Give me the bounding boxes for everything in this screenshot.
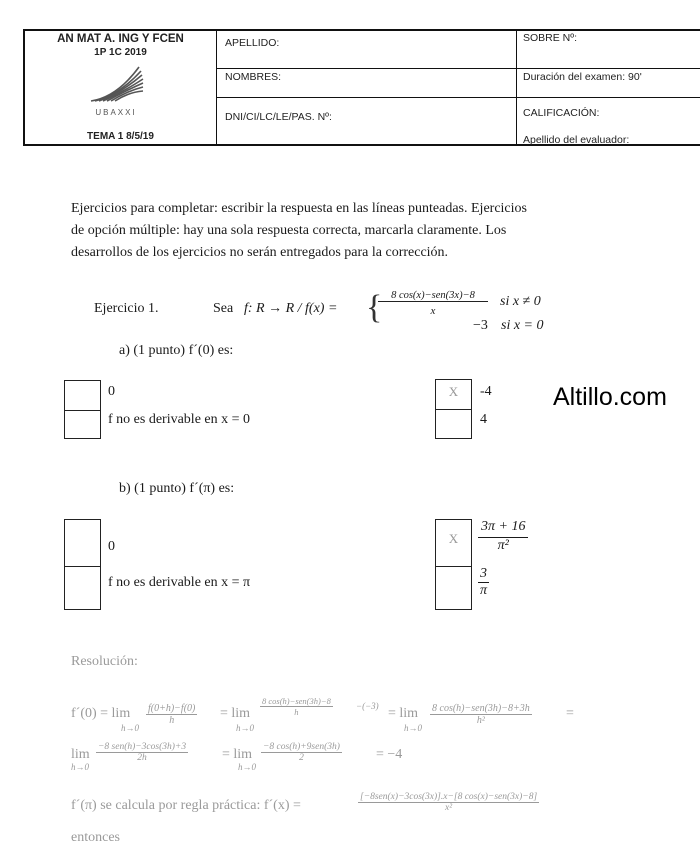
option-b-3-num: 3 xyxy=(480,566,487,581)
instructions-line: de opción múltiple: hay una sola respuesta correcta, marcarla claramente. Los xyxy=(71,223,507,238)
res-l1-frac3-num: 8 cos(h)−sen(3h)−8+3h xyxy=(432,703,530,714)
res-l2-sub: h→0 xyxy=(71,762,89,772)
part-b-question: b) (1 punto) f´(π) es: xyxy=(119,481,235,496)
res-l1-eq3: = lim xyxy=(388,706,419,721)
option-b-2 xyxy=(478,519,528,554)
res-l1-end: = xyxy=(566,706,574,721)
option-a-2: -4 xyxy=(480,384,492,399)
evaluador-field[interactable]: Apellido del evaluador: xyxy=(523,134,630,146)
res-l2-frac1-num: −8 sen(h)−3cos(3h)+3 xyxy=(98,742,187,752)
header-table xyxy=(23,29,700,146)
res-l1-frac3 xyxy=(430,703,532,726)
res-l3-frac-num: [−8sen(x)−3cos(3x)].x−[8 cos(x)−sen(3x)−8] xyxy=(360,792,538,802)
option-b-2-den: π² xyxy=(497,538,509,553)
function-definition: f: R → R / f(x) = xyxy=(244,301,338,316)
exercise-sea: Sea xyxy=(213,301,234,316)
res-l1-frac1 xyxy=(146,703,197,726)
res-l1-eq2: = lim xyxy=(220,706,251,721)
sobre-field[interactable]: SOBRE Nº: xyxy=(523,32,578,44)
res-l1-lhs: f´(0) = lim xyxy=(71,706,131,721)
res-l3-frac-den: x² xyxy=(445,803,453,813)
apellido-field[interactable]: APELLIDO: xyxy=(225,37,280,49)
checkbox-a-0[interactable] xyxy=(64,380,101,409)
instructions-line: Ejercicios para completar: escribir la respuesta en las líneas punteadas. Ejercicios xyxy=(71,201,527,216)
res-l1-frac2-den: h xyxy=(294,707,299,717)
checkbox-b-1[interactable] xyxy=(64,566,101,610)
res-l2-eq: = lim xyxy=(222,747,253,762)
brace-icon: { xyxy=(366,289,383,326)
res-l1-sub3: h→0 xyxy=(404,723,422,733)
header-divider xyxy=(216,31,217,144)
exam-code: 1P 1C 2019 xyxy=(94,47,147,58)
case2-condition: si x = 0 xyxy=(501,318,544,333)
checkbox-b-0[interactable] xyxy=(64,519,101,565)
case1-denominator: x xyxy=(430,305,436,317)
case1-condition: si x ≠ 0 xyxy=(500,294,541,309)
option-a-1: f no es derivable en x = 0 xyxy=(108,412,251,427)
header-row-line xyxy=(216,68,700,69)
res-l2-frac2-den: 2 xyxy=(299,753,304,763)
instructions xyxy=(71,198,527,264)
res-l1-sub2: h→0 xyxy=(236,723,254,733)
resolution-title: Resolución: xyxy=(71,654,138,669)
option-b-3 xyxy=(478,566,489,599)
watermark: Altillo.com xyxy=(553,383,667,411)
res-l3-frac xyxy=(358,792,539,813)
case1-numerator: 8 cos(x)−sen(3x)−8 xyxy=(378,290,488,302)
checkbox-b-3[interactable] xyxy=(435,566,472,610)
nombres-field[interactable]: NOMBRES: xyxy=(225,71,282,83)
res-l1-tail: −(−3) xyxy=(356,701,379,711)
checkbox-a-2[interactable]: X xyxy=(448,384,459,399)
option-a-0: 0 xyxy=(108,384,115,399)
res-l4: entonces xyxy=(71,830,120,845)
res-l2-frac2-num: −8 cos(h)+9sen(3h) xyxy=(263,742,340,752)
res-l1-frac3-den: h² xyxy=(476,715,485,726)
res-l2-frac1-den: 2h xyxy=(137,753,147,763)
option-b-1: f no es derivable en x = π xyxy=(108,575,251,590)
header-row-line xyxy=(216,97,700,98)
option-a-3: 4 xyxy=(480,412,487,427)
res-l3-text: f´(π) se calcula por regla práctica: f´(x) = xyxy=(71,798,301,813)
duracion-label: Duración del examen: 90' xyxy=(523,71,642,83)
option-b-2-num: 3π + 16 xyxy=(478,519,528,538)
res-l1-frac2 xyxy=(260,696,333,717)
calificacion-field[interactable]: CALIFICACIÓN: xyxy=(523,107,600,119)
instructions-line: desarrollos de los ejercicios no serán entregados para la corrección. xyxy=(71,245,449,260)
res-l2-result: = −4 xyxy=(376,747,403,762)
checkbox-b-2[interactable]: X xyxy=(448,531,459,546)
option-b-3-den: π xyxy=(479,583,487,598)
header-divider xyxy=(516,31,517,144)
case2-value: −3 xyxy=(473,318,488,333)
checkbox-a-3[interactable] xyxy=(435,409,472,438)
res-l1-frac1-den: h xyxy=(169,715,175,726)
res-l2-sub2: h→0 xyxy=(238,762,256,772)
checkbox-a-1[interactable] xyxy=(64,410,101,439)
option-b-0: 0 xyxy=(108,539,115,554)
res-l2-frac1 xyxy=(96,742,188,763)
exercise-title: Ejercicio 1. xyxy=(94,301,159,316)
res-l1-sub: h→0 xyxy=(121,723,139,733)
res-l1-frac1-num: f(0+h)−f(0) xyxy=(148,703,196,714)
tema-label: TEMA 1 8/5/19 xyxy=(87,131,154,142)
ubaxxi-logo xyxy=(87,63,145,117)
res-l1-frac2-num: 8 cos(h)−sen(3h)−8 xyxy=(262,696,331,706)
part-a-question: a) (1 punto) f´(0) es: xyxy=(119,343,234,358)
logo-swoosh-icon xyxy=(87,63,145,105)
logo-text: UBAXXI xyxy=(95,108,137,117)
res-l2-frac2 xyxy=(261,742,342,763)
dni-field[interactable]: DNI/CI/LC/LE/PAS. Nº: xyxy=(225,111,332,123)
res-l2-lim: lim xyxy=(71,747,90,762)
university-line: AN MAT A. ING Y FCEN xyxy=(57,33,184,45)
